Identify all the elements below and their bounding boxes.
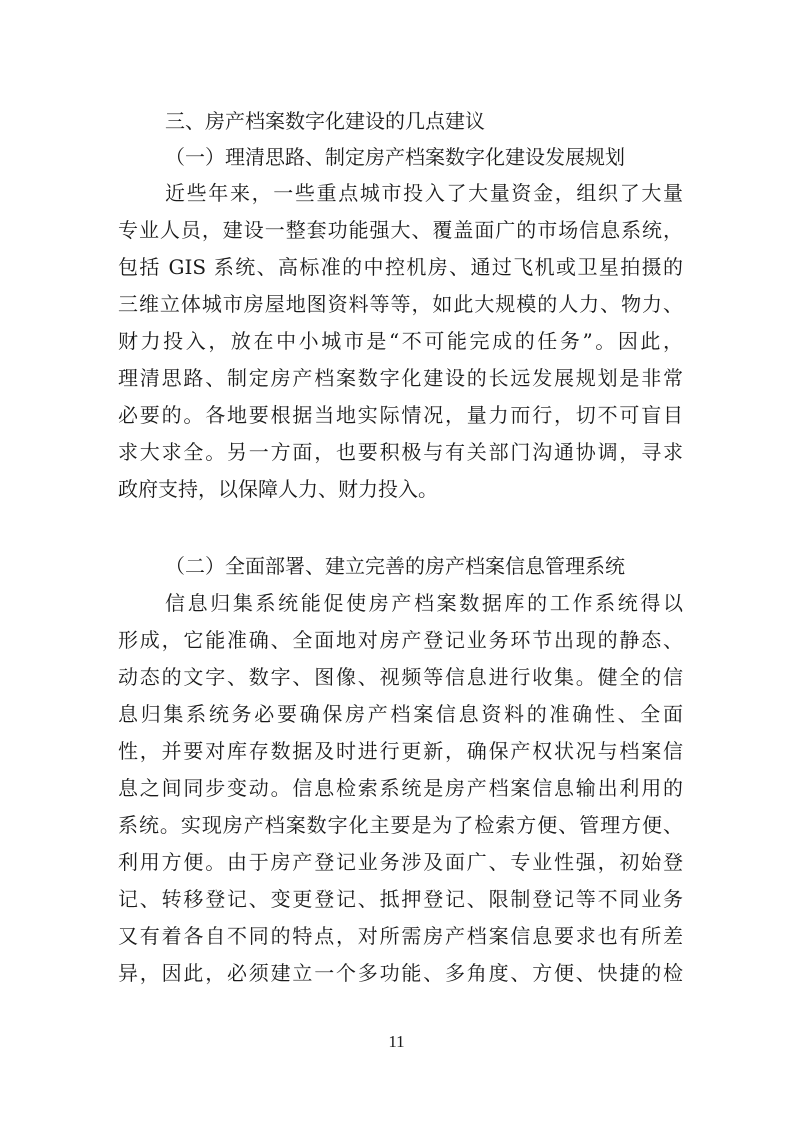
paragraph-1-line: 求大求全。另一方面，也要积极与有关部门沟通协调，寻求 [118,440,683,464]
paragraph-2-line: 异，因此，必须建立一个多功能、多角度、方便、快捷的检 [118,961,683,985]
paragraph-1-line: 近些年来，一些重点城市投入了大量资金，组织了大量 [165,181,683,205]
page-number: 11 [388,1032,405,1051]
paragraph-2-line: 息归集系统务必要确保房产档案信息资料的准确性、全面 [118,702,683,726]
paragraph-1-line: 财力投入，放在中小城市是“不可能完成的任务”。因此， [118,329,683,353]
paragraph-2-line: 息之间同步变动。信息检索系统是房产档案信息输出利用的 [118,776,683,800]
paragraph-2-line: 系统。实现房产档案数字化主要是为了检索方便、管理方便、 [118,813,683,837]
paragraph-2-line: 记、转移登记、变更登记、抵押登记、限制登记等不同业务 [118,887,683,911]
section-heading: 三、房产档案数字化建设的几点建议 [165,109,485,133]
paragraph-1-line: 必要的。各地要根据当地实际情况，量力而行，切不可盲目 [118,403,683,427]
paragraph-1-line: 包括 GIS 系统、高标准的中控机房、通过飞机或卫星拍摄的 [118,255,683,279]
paragraph-1-line: 专业人员，建设一整套功能强大、覆盖面广的市场信息系统， [118,218,683,242]
paragraph-2-line: 性，并要对库存数据及时进行更新，确保产权状况与档案信 [118,739,683,763]
paragraph-2-line: 形成，它能准确、全面地对房产登记业务环节出现的静态、 [118,628,683,652]
paragraph-2-line: 动态的文字、数字、图像、视频等信息进行收集。健全的信 [118,665,683,689]
paragraph-1-line: 三维立体城市房屋地图资料等等，如此大规模的人力、物力、 [118,292,683,316]
subsection-2-heading: （二）全面部署、建立完善的房产档案信息管理系统 [165,554,625,578]
paragraph-2-line: 利用方便。由于房产登记业务涉及面广、专业性强，初始登 [118,850,683,874]
paragraph-2-line: 信息归集系统能促使房产档案数据库的工作系统得以 [165,591,683,615]
paragraph-1-line: 理清思路、制定房产档案数字化建设的长远发展规划是非常 [118,366,683,390]
paragraph-1-line: 政府支持，以保障人力、财力投入。 [118,477,438,501]
paragraph-2-line: 又有着各自不同的特点，对所需房产档案信息要求也有所差 [118,924,683,948]
subsection-1-heading: （一）理清思路、制定房产档案数字化建设发展规划 [165,145,625,169]
